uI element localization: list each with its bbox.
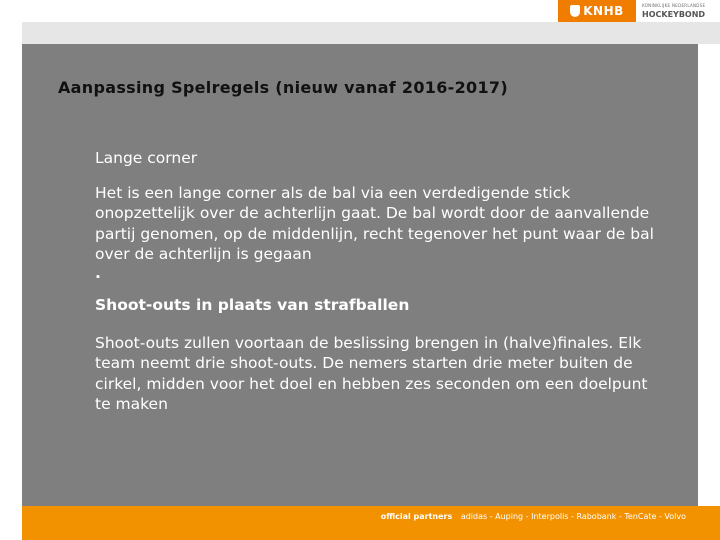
logo-big-text: HOCKEYBOND	[642, 9, 706, 19]
slide-panel	[22, 44, 698, 506]
footer-bar	[22, 506, 720, 540]
logo-badge-text: KNHB	[583, 4, 624, 18]
section-heading-shoot-outs: Shoot-outs in plaats van strafballen	[95, 296, 410, 315]
footer-label: official partners	[380, 512, 453, 521]
knhb-logo	[558, 0, 716, 22]
slide-content	[95, 148, 655, 414]
logo-wordmark	[642, 4, 705, 19]
shield-icon	[570, 5, 580, 17]
header-band	[22, 22, 720, 44]
section-body-shoot-outs: Shoot-outs zullen voortaan de beslissing brengen in (halve)finales. Elk team neemt drie shoot-outs. De nemers starten drie meter buiten de cirkel, midden voor het doel en hebben zes seconden om een doelpunt te maken	[95, 334, 648, 414]
footer-partners	[381, 512, 686, 521]
section-heading-lange-corner: Lange corner	[95, 149, 198, 167]
footer-partner-list: adidas - Auping - Interpolis - Rabobank - TenCate - Volvo	[460, 512, 686, 521]
section-body-lange-corner: Het is een lange corner als de bal via een verdedigende stick onopzettelijk over de achterlijn gaat. De bal wordt door de aanvallende partij genomen, op de middenlijn, recht tegenover het punt waar de bal over de achterlijn is gegaan	[95, 184, 654, 263]
logo-small-text: KONINKLIJKE NEDERLANDSE	[642, 2, 706, 8]
logo-badge	[558, 0, 636, 22]
section-trailing-dot: .	[95, 264, 101, 283]
slide-title: Aanpassing Spelregels (nieuw vanaf 2016-2017)	[58, 78, 508, 97]
